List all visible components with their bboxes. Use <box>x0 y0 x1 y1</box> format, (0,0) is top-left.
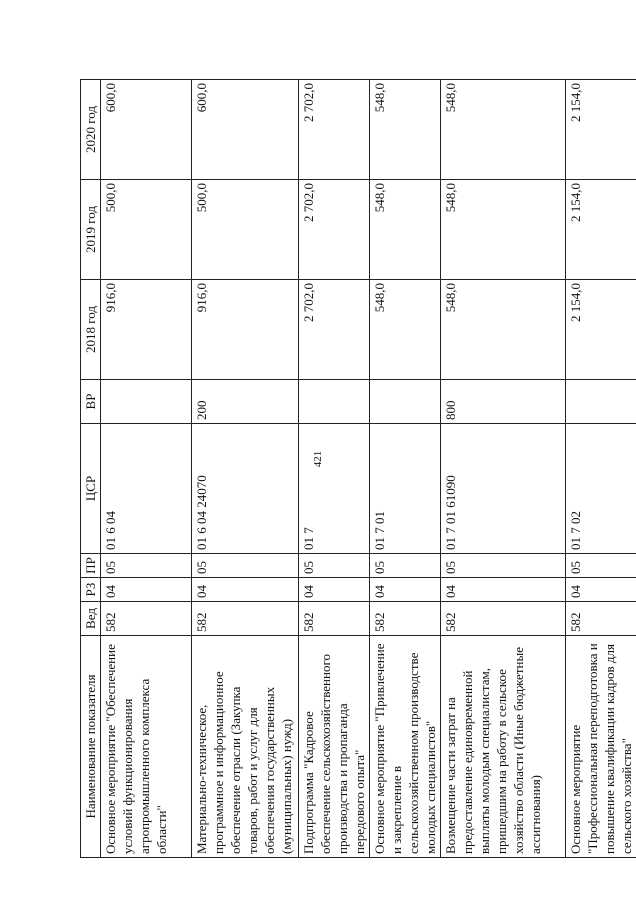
cell-ved: 582 <box>441 602 566 636</box>
cell-name: Подпрограмма "Кадровое обеспечение сельскохозяйственного производства и пропаганда передового опыта" <box>299 636 370 858</box>
table-row <box>299 80 370 858</box>
cell-2019: 500,0 <box>192 180 299 280</box>
cell-2018: 916,0 <box>192 280 299 380</box>
header-2020: 2020 год <box>81 80 101 180</box>
cell-pr: 05 <box>566 554 636 578</box>
cell-csr: 01 6 04 24070 <box>192 424 299 554</box>
cell-name: Возмещение части затрат на предоставление единовременной выплаты молодым специалистам, пришедшим на работу в сельское хозяйство области (Иные бюджетные ассигнования) <box>441 636 566 858</box>
cell-2020: 548,0 <box>370 80 441 180</box>
cell-2020: 548,0 <box>441 80 566 180</box>
cell-rz: 04 <box>101 578 192 602</box>
cell-ved: 582 <box>370 602 441 636</box>
cell-vr: 200 <box>192 380 299 424</box>
cell-rz: 04 <box>566 578 636 602</box>
cell-csr: 01 7 01 61090 <box>441 424 566 554</box>
header-csr: ЦСР <box>81 424 101 554</box>
cell-vr <box>101 380 192 424</box>
header-vr: ВР <box>81 380 101 424</box>
cell-2019: 548,0 <box>370 180 441 280</box>
cell-rz: 04 <box>299 578 370 602</box>
cell-2019: 500,0 <box>101 180 192 280</box>
cell-name: Основное мероприятие "Привлечение и закрепление в сельскохозяйственном производстве молодых специалистов" <box>370 636 441 858</box>
table-row <box>101 80 192 858</box>
cell-2019: 2 154,0 <box>566 180 636 280</box>
cell-csr: 01 7 <box>299 424 370 554</box>
budget-table <box>80 79 636 858</box>
cell-2018: 2 154,0 <box>566 280 636 380</box>
header-name: Наименование показателя <box>81 636 101 858</box>
cell-vr <box>566 380 636 424</box>
cell-ved: 582 <box>101 602 192 636</box>
cell-pr: 05 <box>299 554 370 578</box>
table-row <box>566 80 636 858</box>
cell-2020: 2 154,0 <box>566 80 636 180</box>
page-number: 421 <box>312 450 324 468</box>
cell-2020: 600,0 <box>192 80 299 180</box>
cell-rz: 04 <box>441 578 566 602</box>
cell-rz: 04 <box>370 578 441 602</box>
cell-2018: 916,0 <box>101 280 192 380</box>
cell-csr: 01 7 02 <box>566 424 636 554</box>
cell-2019: 548,0 <box>441 180 566 280</box>
cell-csr: 01 7 01 <box>370 424 441 554</box>
cell-ved: 582 <box>566 602 636 636</box>
cell-2020: 600,0 <box>101 80 192 180</box>
table-row <box>441 80 566 858</box>
cell-2019: 2 702,0 <box>299 180 370 280</box>
cell-rz: 04 <box>192 578 299 602</box>
cell-name: Материально-техническое, программное и информационное обеспечение отрасли (Закупка товаров, работ и услуг для обеспечения государственных (муниципальных) нужд) <box>192 636 299 858</box>
cell-vr: 800 <box>441 380 566 424</box>
cell-vr <box>299 380 370 424</box>
table-row <box>192 80 299 858</box>
header-2019: 2019 год <box>81 180 101 280</box>
cell-ved: 582 <box>299 602 370 636</box>
cell-2018: 548,0 <box>370 280 441 380</box>
cell-2018: 2 702,0 <box>299 280 370 380</box>
cell-2018: 548,0 <box>441 280 566 380</box>
cell-2020: 2 702,0 <box>299 80 370 180</box>
cell-csr: 01 6 04 <box>101 424 192 554</box>
table-row <box>370 80 441 858</box>
cell-ved: 582 <box>192 602 299 636</box>
rotated-table-container <box>80 80 634 858</box>
header-pr: ПР <box>81 554 101 578</box>
cell-name: Основное мероприятие "Профессиональная переподготовка и повышение квалификации кадров для сельского хозяйства" <box>566 636 636 858</box>
header-2018: 2018 год <box>81 280 101 380</box>
header-ved: Вед <box>81 602 101 636</box>
cell-vr <box>370 380 441 424</box>
cell-name: Основное мероприятие "Обеспечение условий функционирования агропромышленного комплекса области" <box>101 636 192 858</box>
cell-pr: 05 <box>370 554 441 578</box>
header-rz: РЗ <box>81 578 101 602</box>
table-header-row <box>81 80 101 858</box>
cell-pr: 05 <box>101 554 192 578</box>
cell-pr: 05 <box>441 554 566 578</box>
cell-pr: 05 <box>192 554 299 578</box>
